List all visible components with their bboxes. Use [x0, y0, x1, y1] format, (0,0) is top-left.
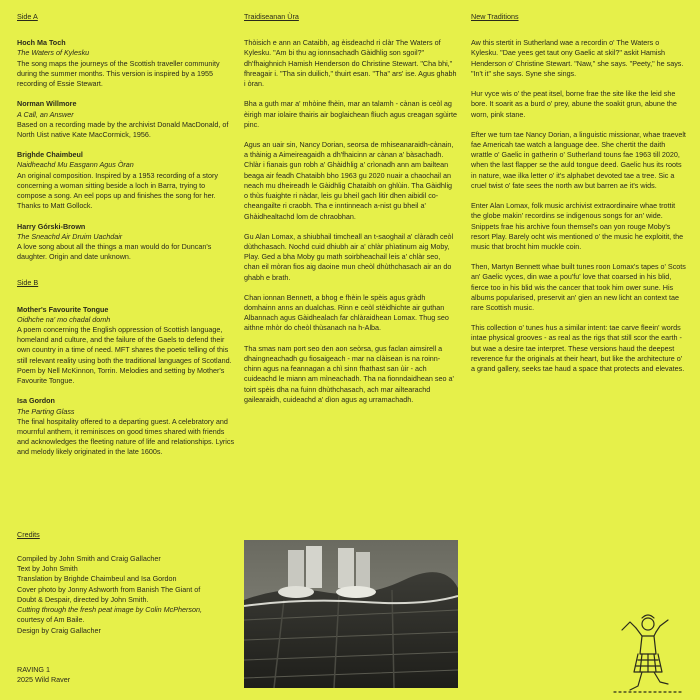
gaelic-paragraph: Bha a guth mar a' mhòine fhèin, mar an talamh - cànan is ceòl ag èirigh mar iolaire thairis air boglaichean fliuch agus creagan sgùirte pinc. — [244, 99, 457, 129]
track-description: A poem concerning the English oppression of Scottish language, homeland and culture, and the failure of the Gaels to defend their own country in a time of need. MFT shares the poetic telling of this still relevant reality using both the traditional languages of Scotland. Poem by Nell McKinnon, Torrin. Melodies and setting by Mother's Favourite Tongue. — [17, 325, 232, 386]
catalog-number: RAVING 1 — [17, 665, 51, 674]
scots-paragraph: Efter we turn tae Nancy Dorian, a linguistic missionar, whae traevelt fae Americah tae watch a language dee. She chertit the daith wrattle o' Gaelic in gatherin o' Sutherland touns fae 1963 till 2020, when the last flapper se the auld tongue deed. Gaelic hus its roots in nature, wae ilka letter o' it's alphabet devoted tae a tree. Sic a cruel twist o' fate sees the north aw but barren ae it's wids. — [471, 129, 686, 190]
gaelic-paragraph: Thòisich e ann an Cataibh, ag èisdeachd ri clàr The Waters of Kylesku. "Am bi thu ag ionnsachadh Gàidhlig son sgoil?" dh'fhaighnich Hamish Henderson do Christine Stewart. "Cha bhi," fhreagair i. "Tha sin duilich," thuirt esan. "Tha" ars' ise. Agus ghabh i òran. — [244, 38, 457, 89]
track-item — [17, 150, 235, 211]
track-artist: Harry Górski-Brown — [17, 221, 86, 231]
side-b-heading: Side B — [17, 278, 39, 288]
column-scots — [471, 12, 686, 384]
peat-photo — [244, 540, 458, 688]
column-gaelic — [244, 12, 457, 415]
credit-line: Cover photo by Jonny Ashworth from Banish The Giant of — [17, 584, 201, 594]
track-artist: Brighde Chaimbeul — [17, 150, 83, 160]
track-description: The final hospitality offered to a departing guest. A celebratory and mournful anthem, it reminisces on good times shared with friends and acknowledges the fleeting nature of life and relationships. Lyrics and melody likely originated in the late 1600s. — [17, 416, 235, 457]
track-description: Based on a recording made by the archivist Donald MacDonald, of North Uist native Kate MacCormick, 1956. — [17, 119, 229, 139]
track-artist: Norman Willmore — [17, 99, 77, 109]
track-title: Oidhche na' mo chadal domh — [17, 314, 111, 324]
side-a-heading: Side A — [17, 12, 38, 21]
track-description: A love song about all the things a man would do for Duncan's daughter. Origin and date unknown. — [17, 241, 212, 262]
track-artist: Isa Gordon — [17, 396, 55, 406]
credit-line: Design by Craig Gallacher — [17, 625, 101, 635]
label-year: 2025 Wild Raver — [17, 675, 71, 685]
track-title: A Call, an Answer — [17, 109, 74, 119]
gaelic-paragraph: Tha smas nam port seo den aon seòrsa, gus faclan aimsirell a dhaingneachadh gu fiosaigeach - mar na clàisean is na roinn-chinn agus na feannagan a chì sinn fhathast san ùir - ach cuideachd le miann am mìneachadh. Tha na fionndaidhean seo a' toirt spèis dha na fuinn dhùthchasach, ach mar ailtearachd gailearaidh, cuideachd a' dìon agus ag urramachadh. — [244, 343, 454, 404]
track-item — [17, 396, 235, 457]
gaelic-paragraph: Chan ionnan Bennett, a bhog e fhèin le spèis agus gràdh domhainn anns an dualchas. Rinn e ceòl stèidhichte air guthan Albannach agus Gàidhealach far chlàraidhean Lomax. Thug seo aithne mhòr do cheòl thùsanach na h-Alba. — [244, 292, 449, 333]
column-tracklist — [17, 12, 235, 468]
track-description: The song maps the journeys of the Scottish traveller community during the summer months. This version is inspired by a 1955 recording of Essie Stewart. — [17, 58, 220, 89]
credit-line: Text by John Smith — [17, 564, 78, 574]
track-item — [17, 38, 235, 89]
scots-paragraph: Then, Martyn Bennett whae built tunes roon Lomax's tapes o' Scots an' Gaelic vyces, din wae a pou'fu' love that coarsed in his blid, fierce too in his blid wis the cancer that took him ower sune. His albums popularised, preservit an' gien an new licht an context tae rare Scottish music. — [471, 262, 686, 313]
gaelic-heading: Traidiseanan Ùra — [244, 12, 299, 21]
track-item — [17, 305, 235, 387]
track-item — [17, 99, 235, 140]
highland-dancer-icon — [608, 610, 688, 696]
credit-line: courtesy of Am Baile. — [17, 615, 85, 625]
track-title: The Parting Glass — [17, 406, 75, 416]
track-artist: Hoch Ma Toch — [17, 38, 66, 48]
gaelic-paragraph: Gu Alan Lomax, a shiubhail timcheall an t-saoghail a' clàradh ceòl dùthchasach. Nochd cuid dhiubh air a' chlàr phìatinum aig Moby, Play. Ged a bha Moby gu math soirbheachail leis a' chlàr seo, chan eil mòran fios aig daoine mun cheòl dhùthchasach air an do ghabh e brath. — [244, 231, 454, 282]
scots-paragraph: Enter Alan Lomax, folk music archivist extraordinaire whae trottit the globe makin' recordins se indigenous songs for an' wide. Snippets frae his archive foun themsel's oan yon rouge Moby's resort Play. Barely ocht wis mentioned o' the music he exploitit, the music that brocht him muckle coin. — [471, 201, 684, 251]
credits-list — [17, 554, 235, 636]
credit-line: Translation by Brighde Chaimbeul and Isa Gordon — [17, 574, 177, 584]
track-title: Naidheachd Mu Easgann Agus Òran — [17, 160, 134, 170]
credits-heading: Credits — [17, 530, 40, 539]
credit-line: Compiled by John Smith and Craig Gallacher — [17, 554, 161, 563]
track-title: The Sneachd Air Druim Uachdair — [17, 231, 123, 241]
gaelic-paragraph: Agus an uair sin, Nancy Dorian, seorsa de mhiseanaraidh-cànain, a thàinig a Aimeireagaidh a dh'fhaicinn ar cànan a' bàsachadh. Chlàr i fianais gun robh a' Ghàidhlig a' crìonadh ann am bailtean beaga air feadh Chataibh bho 1963 gu 2020 nuair a chaochail an neach mu dheireadh le Gàidhlig Chataibh on ghlùin. Tha Gàidhlig o thùs fuaighte ri nàdar, leis gu bheil gach litir dhen aibidil co-cheangailte ri craobh. Tha e inntinneach a-nist gu bheil a' Ghàidhealtachd lom de chraobhan. — [244, 139, 454, 221]
track-artist: Mother's Favourite Tongue — [17, 304, 109, 314]
credit-line: Cutting through the fresh peat image by Colin McPherson, — [17, 605, 202, 615]
track-item — [17, 222, 235, 263]
track-title: The Waters of Kylesku — [17, 48, 90, 58]
scots-heading: New Traditions — [471, 12, 519, 21]
track-description: An original composition. Inspired by a 1953 recording of a story concerning a woman sitting beside a loch in Barra, trying to compose a song. An eel pops up and finishes the song for her. Thanks to Matt Gollock. — [17, 170, 218, 211]
scots-paragraph: This collection o' tunes hus a similar intent: tae carve fleein' words intae physical grooves - as real as the rigs that still scor the earth - but wae a desire tae interpret. These versions haud the deepest reverence fur the originals at their heart, but like the architecture o' a grand gallery, seeks tae haud a space that protects and elevates. — [471, 323, 685, 374]
catalog-info — [17, 665, 70, 685]
scots-paragraph: Aw this stertit in Sutherland wae a recordin o' The Waters o Kylesku. "Dae yees get taut ony Gaelic at skil?" askit Hamish Henderson o' Christine Stewart. "Naw," she says. "Peety," he says. "In't it" she says. Syne she sings. — [471, 38, 684, 78]
scots-paragraph: Hur vyce wis o' the peat itsel, borne frae the site like the leid she bore. It soarit as a burd o' prey, abune the soakit grun, abune the worn, pink stane. — [471, 89, 677, 119]
credit-line: Doubt & Despair, directed by John Smith. — [17, 594, 149, 604]
